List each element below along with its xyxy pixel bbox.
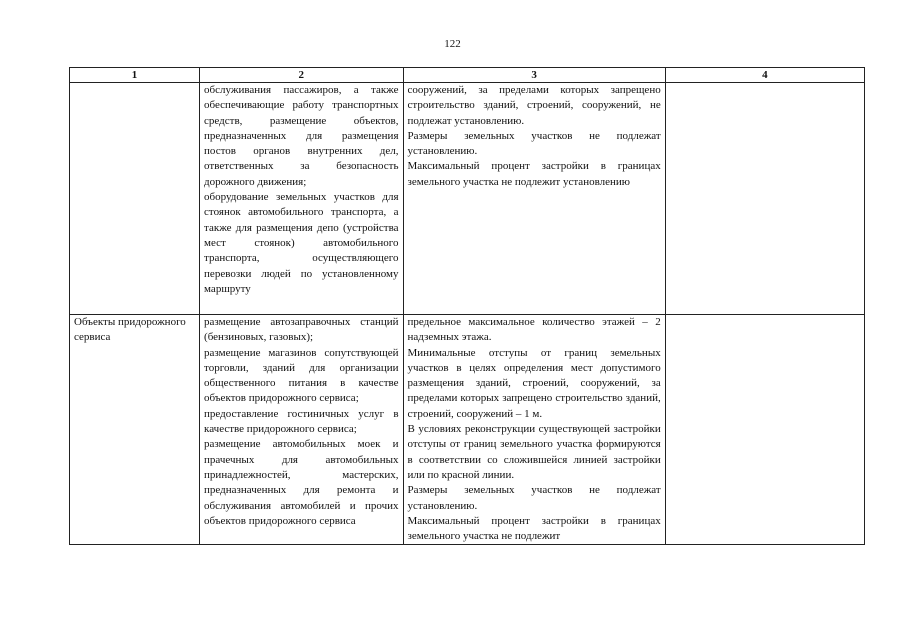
page-number: 122 bbox=[444, 38, 461, 50]
table-header-row bbox=[70, 68, 865, 83]
cell-object-type bbox=[70, 83, 200, 315]
header-cell-2: 2 bbox=[200, 68, 403, 83]
paragraph: предоставление гостиничных услуг в качестве придорожного сервиса; bbox=[204, 407, 399, 436]
cell-object-type: Объекты придорожного сервиса bbox=[70, 315, 200, 545]
paragraph: В условиях реконструкции существующей застройки отступы от границ земельного участка формируются в соответствии со сложившейся линией застройки или по красной линии. bbox=[407, 423, 661, 481]
header-cell-1: 1 bbox=[70, 68, 200, 83]
paragraph: обслуживания пассажиров, а также обеспечивающие работу транспортных средств, размещение объектов, предназначенных для размещения постов органов внутренних дел, ответственных за безопасность дорожного движения; bbox=[204, 84, 399, 188]
paragraph: сооружений, за пределами которых запрещено строительство зданий, строений, сооружений, не подлежат установлению. bbox=[407, 84, 661, 127]
paragraph: размещение автомобильных моек и прачечных для автомобильных принадлежностей, мастерских, предназначенных для ремонта и обслуживания автомобилей и прочих объектов придорожного сервиса bbox=[204, 438, 399, 527]
paragraph: размещение магазинов сопутствующей торговли, зданий для организации общественного питания в качестве объектов придорожного сервиса; bbox=[204, 346, 399, 405]
paragraph: Максимальный процент застройки в границах земельного участка не подлежит bbox=[407, 514, 661, 543]
header-cell-4: 4 bbox=[665, 68, 864, 83]
cell-permitted-use bbox=[200, 315, 403, 545]
cell-parameters bbox=[403, 83, 665, 315]
paragraph: оборудование земельных участков для стоянок автомобильного транспорта, а также для размещения депо (устройства мест стоянок) автомобильного транспорта, осуществляющего перевозки людей по установленному маршруту bbox=[204, 191, 399, 295]
paragraph: предельное максимальное количество этажей – 2 надземных этажа. bbox=[407, 316, 661, 344]
regulations-table bbox=[69, 67, 865, 545]
table-row bbox=[70, 315, 865, 545]
cell-parameters bbox=[403, 315, 665, 545]
paragraph: Минимальные отступы от границ земельных участков в целях определения мест допустимого размещения зданий, строений, сооружений, за пределами которых запрещено строительство зданий, строений, сооружений – 1 м. bbox=[407, 346, 661, 420]
cell-permitted-use bbox=[200, 83, 403, 315]
paragraph: Размеры земельных участков не подлежат установлению. bbox=[407, 484, 661, 512]
paragraph: размещение автозаправочных станций (бензиновых, газовых); bbox=[204, 316, 399, 344]
cell-notes bbox=[665, 83, 864, 315]
header-cell-3: 3 bbox=[403, 68, 665, 83]
paragraph: Максимальный процент застройки в границах земельного участка не подлежит установлению bbox=[407, 160, 661, 188]
cell-notes bbox=[665, 315, 864, 545]
paragraph: Размеры земельных участков не подлежат установлению. bbox=[407, 129, 661, 158]
table-row bbox=[70, 83, 865, 315]
